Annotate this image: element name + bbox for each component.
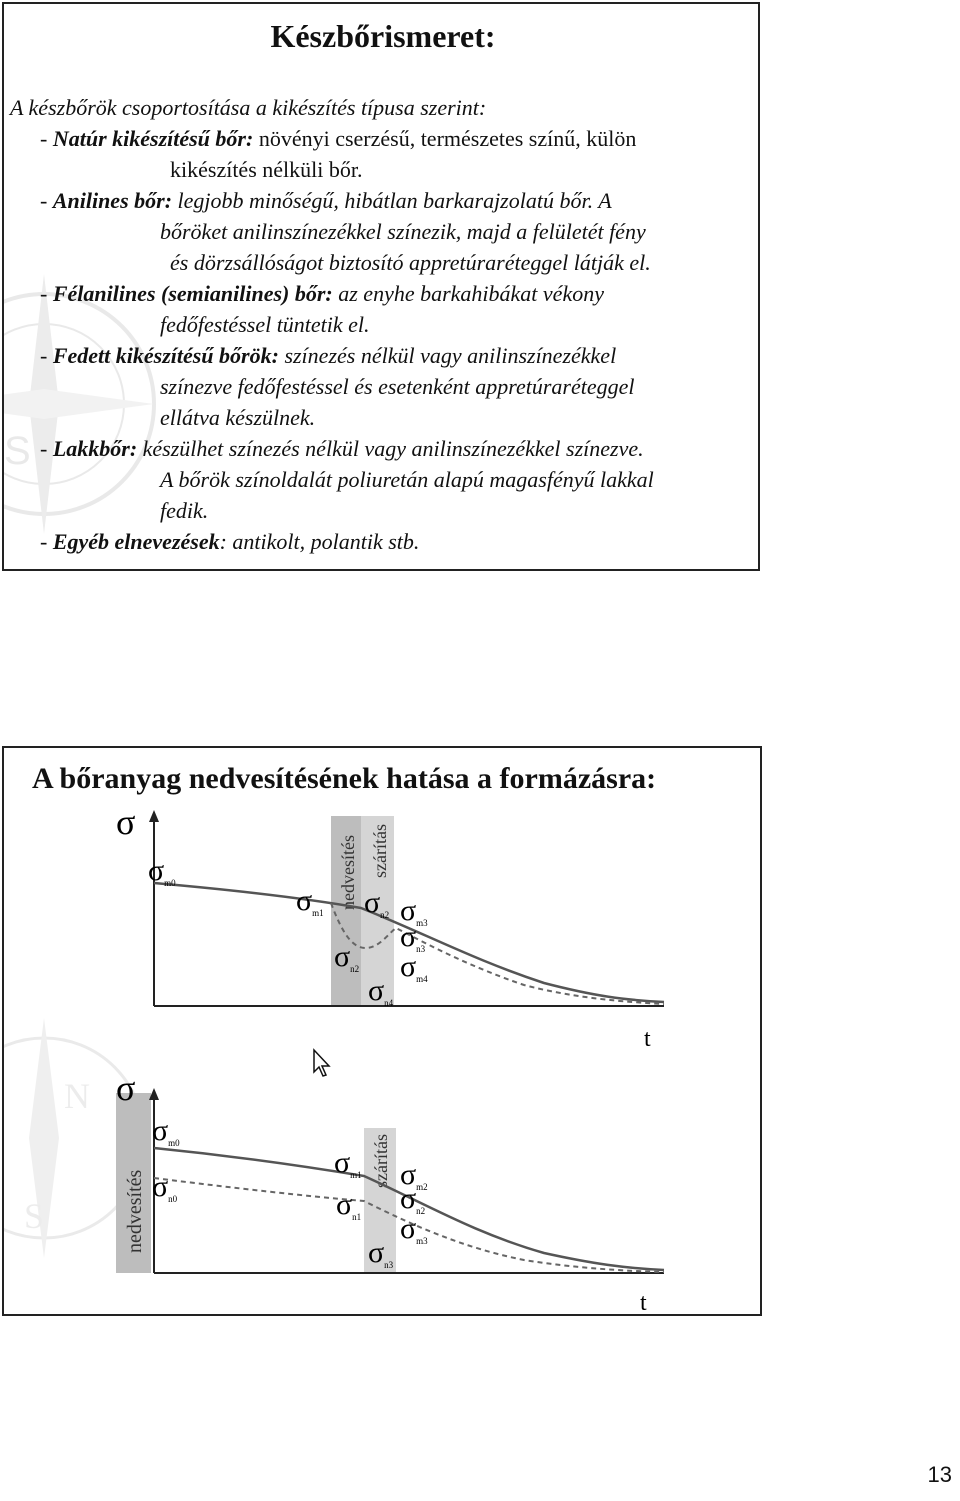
y-axis-label: σ	[116, 1068, 136, 1108]
bottom-chart	[116, 1068, 664, 1314]
list-item-continuation: bőröket anilinszínezékkel színezik, majd a felületét fény	[160, 219, 646, 244]
sigma-label: $\sigma_{n2}$	[364, 886, 390, 920]
slide-classification	[2, 2, 760, 571]
sigma-label: $\sigma_{m0}$	[152, 1114, 180, 1148]
list-item: - Anilines bőr: legjobb minőségű, hibátlan barkarajzolatú bőr. A	[40, 188, 612, 213]
list-item-continuation: ellátva készülnek.	[160, 405, 316, 430]
x-axis-label: t	[640, 1290, 647, 1314]
sigma-label: $\sigma_{n0}$	[152, 1170, 178, 1204]
sigma-label: $\sigma_{m0}$	[148, 854, 176, 888]
x-axis-label: t	[644, 1026, 651, 1052]
list-item: - Egyéb elnevezések: antikolt, polantik stb.	[40, 529, 420, 554]
svg-text:N: N	[64, 1076, 90, 1116]
slide-moistening-effect	[2, 746, 762, 1316]
svg-text:S: S	[4, 429, 31, 473]
y-axis-arrow-icon	[149, 810, 159, 822]
sigma-label: $\sigma_{m4}$	[400, 950, 428, 984]
svg-text:S: S	[24, 1196, 45, 1236]
sigma-label: $\sigma_{n2}$	[400, 1182, 426, 1216]
top-chart	[116, 802, 664, 1052]
classification-text	[10, 92, 750, 557]
mouse-cursor-icon	[314, 1050, 329, 1076]
sigma-label: $\sigma_{m1}$	[296, 884, 324, 918]
y-axis-label: σ	[116, 802, 136, 842]
list-item: - Fedett kikészítésű bőrök: színezés nélkül vagy anilinszínezékkel	[40, 343, 617, 368]
list-item: - Félanilines (semianilines) bőr: az enyhe barkahibákat vékony	[40, 281, 604, 306]
list-item: - Natúr kikészítésű bőr: növényi cserzésű, természetes színű, külön	[40, 126, 637, 151]
sigma-label: $\sigma_{n4}$	[368, 974, 394, 1008]
list-item-continuation: kikészítés nélküli bőr.	[170, 157, 363, 182]
band-label-drying: szárítás	[370, 824, 390, 878]
page-number: 13	[927, 1462, 952, 1487]
moistening-diagram	[4, 748, 760, 1314]
slide-title: A bőranyag nedvesítésének hatása a formázásra:	[32, 762, 657, 795]
sigma-label: $\sigma_{n1}$	[336, 1188, 362, 1222]
sigma-label: $\sigma_{m3}$	[400, 1212, 428, 1246]
sigma-label: $\sigma_{m1}$	[334, 1146, 362, 1180]
list-item-continuation: színezve fedőfestéssel és esetenként appretúraréteggel	[160, 374, 635, 399]
lead-text: A készbőrök csoportosítása a kikészítés típusa szerint:	[10, 95, 487, 120]
band-label-moistening: nedvesítés	[124, 1169, 146, 1253]
slide-title: Készbőrismeret:	[270, 18, 496, 54]
sigma-label: $\sigma_{m3}$	[400, 894, 428, 928]
list-item-continuation: fedik.	[160, 498, 209, 523]
band-label-moistening: nedvesítés	[338, 835, 358, 910]
sigma-label: $\sigma_{n3}$	[368, 1236, 394, 1270]
list-item: - Lakkbőr: készülhet színezés nélkül vagy anilinszínezékkel színezve.	[40, 436, 644, 461]
list-item-continuation: A bőrök színoldalát poliuretán alapú magasfényű lakkal	[160, 467, 654, 492]
list-item-continuation: és dörzsállóságot biztosító appretúraréteggel látják el.	[170, 250, 651, 275]
sigma-label: $\sigma_{n2}$	[334, 940, 360, 974]
sigma-label: $\sigma_{m2}$	[400, 1158, 428, 1192]
sigma-label: $\sigma_{n3}$	[400, 920, 426, 954]
list-item-continuation: fedőfestéssel tüntetik el.	[160, 312, 370, 337]
band-label-drying: szárítás	[371, 1134, 391, 1188]
